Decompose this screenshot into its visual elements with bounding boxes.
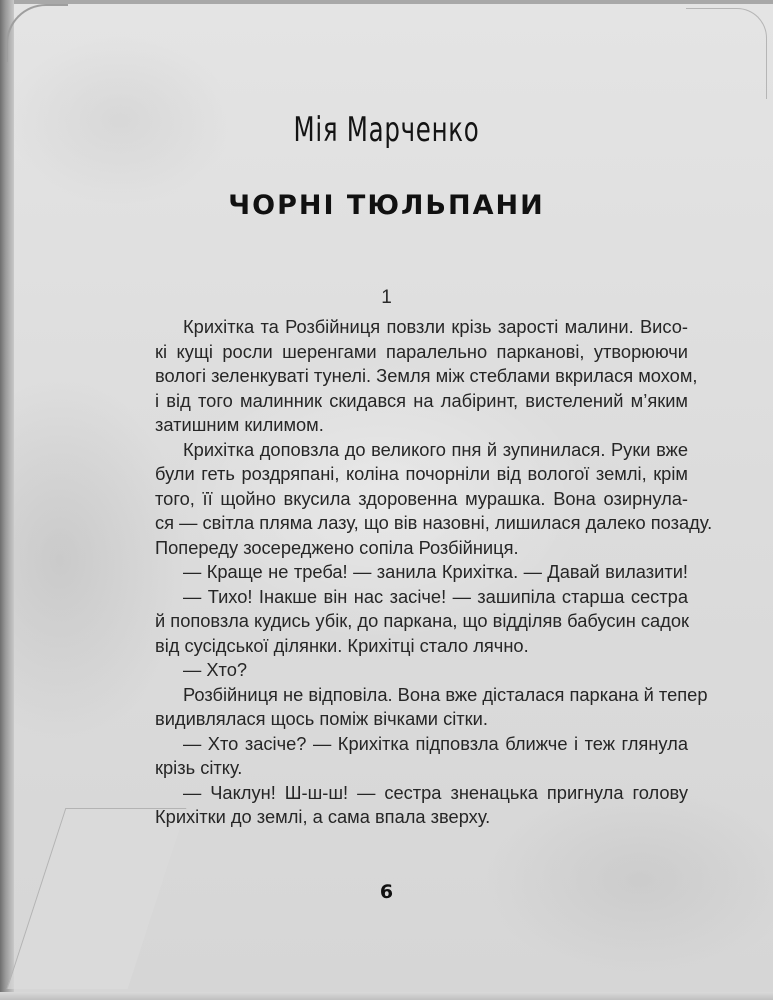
text-line: Розбійниця не відповіла. Вона вже дісталася паркана й тепер [183,683,708,705]
text-line: ся — світла пляма лазу, що вів назовні, лишилася далеко позаду. [155,512,713,533]
paragraph [127,438,713,561]
page-top-edge [0,0,773,4]
text-line: — Тихо! Інакше він нас засіче! — зашипіла старша сестра [183,585,688,607]
text-line: вологі зеленкуваті тунелі. Земля між стеблами вкрилася мохом, [155,365,698,386]
paragraph [127,732,688,781]
page-left-edge [0,0,14,1000]
text-line: — Хто засіче? — Крихітка підповзла ближче і теж глянула [183,732,688,754]
text-line: — Хто? [183,659,248,680]
worn-corner-top-left [6,4,68,62]
text-line: — Чаклун! Ш-ш-ш! — сестра зненацька пригнула голову [183,781,688,803]
text-line: — Краще не треба! — занила Крихітка. — Давай вилазити! [183,561,688,582]
paragraph [127,315,698,438]
text-line: були геть роздряпані, коліна почорніли від вологої землі, крім [155,463,688,484]
text-line: видивлялася щось поміж вічками сітки. [155,708,488,729]
paragraph [127,781,688,830]
story-body [127,315,713,830]
paragraph [127,585,688,659]
text-line: затишним килимом. [155,414,324,435]
text-line: й поповзла кудись убік, до паркана, що відділяв бабусин садок [155,610,690,631]
author-name: Мія Марченко [293,110,480,150]
chapter-number: 1 [381,287,392,308]
page-bottom-edge [0,992,773,1000]
text-line: того, її щойно вкусила здоровенна мурашка. Вона озирнула- [155,487,688,509]
paragraph [127,683,708,732]
story-title: ЧОРНІ ТЮЛЬПАНИ [228,190,545,221]
text-line: Крихітки до землі, а сама впала зверху. [155,806,491,827]
text-line: від сусідської ділянки. Крихітці стало лячно. [155,634,529,656]
text-line: Попереду зосереджено сопіла Розбійниця. [155,536,519,558]
text-line: кі кущі росли шеренгами паралельно парканові, утворюючи [155,340,688,362]
paragraph [127,560,688,585]
paragraph [127,658,688,683]
text-line: Крихітка доповзла до великого пня й зупинилася. Руки вже [183,438,688,460]
folded-corner-top-right [686,8,767,99]
text-line: і від того малинник скидався на лабіринт, вистелений м’яким [155,389,688,411]
page-number: 6 [379,881,394,903]
text-line: крізь сітку. [155,757,243,778]
text-line: Крихітка та Розбійниця повзли крізь зарості малини. Висо- [183,316,688,337]
